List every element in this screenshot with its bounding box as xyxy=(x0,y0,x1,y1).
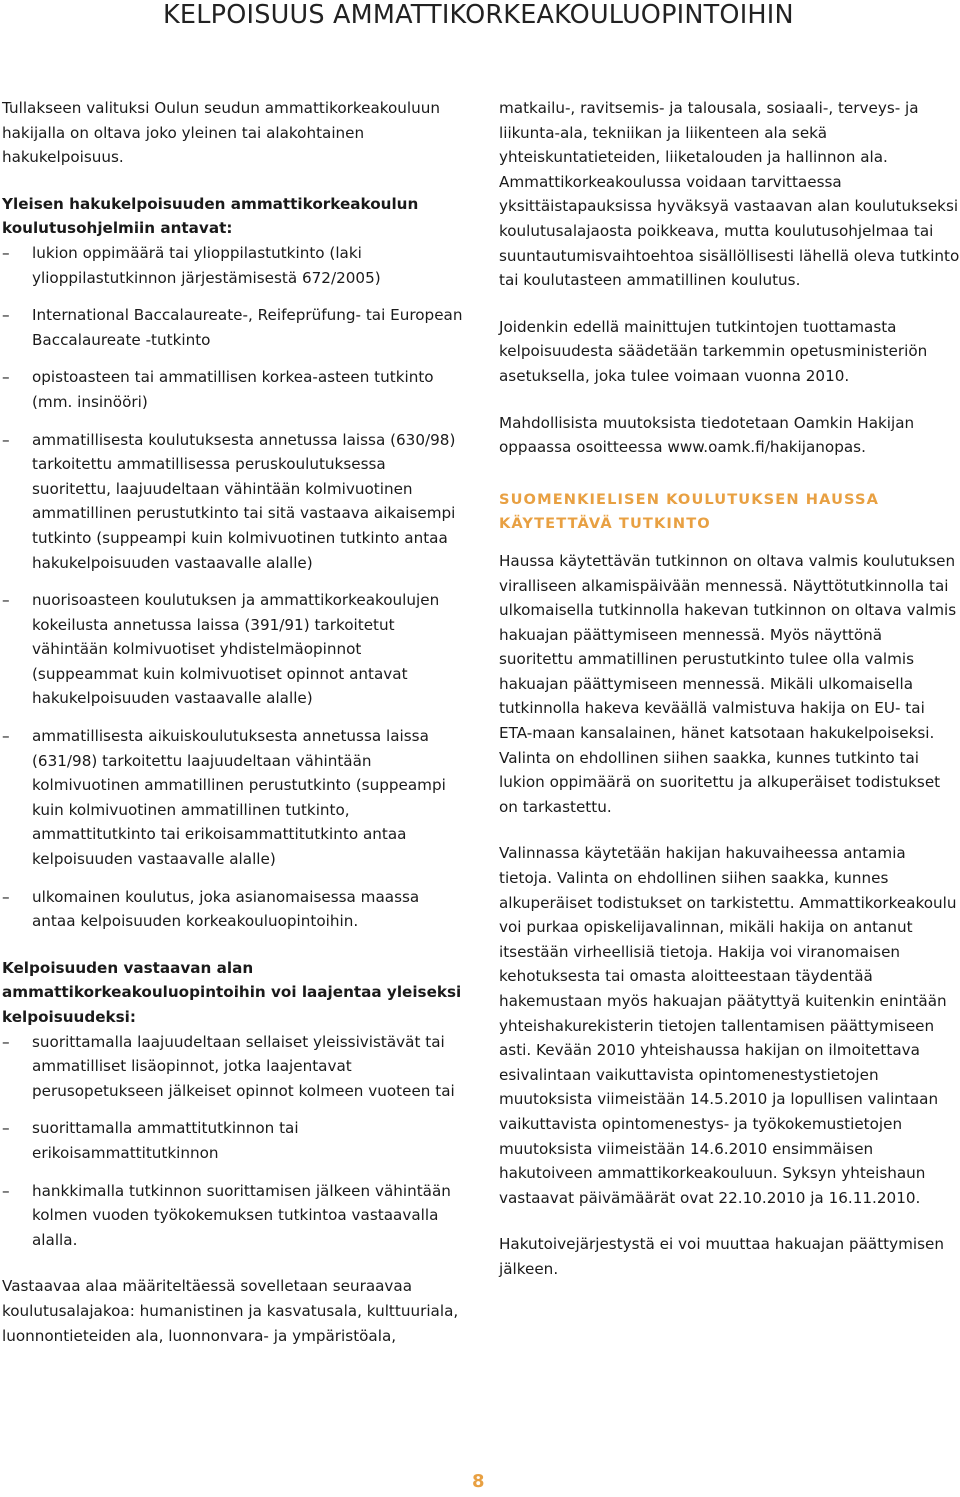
dash-bullet-icon: – xyxy=(2,1181,10,1200)
list-item xyxy=(2,885,466,934)
list-item-text: hankkimalla tutkinnon suorittamisen jälkeen vähintään kolmen vuoden työkokemuksen tutkintoa vastaavalla alalla. xyxy=(32,1181,451,1249)
list-item xyxy=(2,241,466,290)
dash-bullet-icon: – xyxy=(2,1032,10,1051)
list-item xyxy=(2,1116,466,1165)
list-item-text: nuorisoasteen koulutuksen ja ammattikorkeakoulujen kokeilusta annetussa laissa (391/91) tarkoitetut vähintään kolmivuotiset yhdistelmäopinnot (suppeammat kuin kolmivuotiset opinnot antavat hakukelpoisuuden vastaavalle alalle) xyxy=(32,591,440,708)
dash-bullet-icon: – xyxy=(2,1119,10,1138)
page-title: KELPOISUUS AMMATTIKORKEAKOULUOPINTOIHIN xyxy=(163,0,794,30)
list-item xyxy=(2,724,466,872)
section-heading: SUOMENKIELISEN KOULUTUKSEN HAUSSA KÄYTETTÄVÄ TUTKINTO xyxy=(499,490,879,533)
dash-bullet-icon: – xyxy=(2,243,10,262)
general-eligibility-list xyxy=(2,241,466,934)
list-item-text: ulkomainen koulutus, joka asianomaisessa maassa antaa kelpoisuuden korkeakouluopintoihin. xyxy=(32,887,420,931)
dash-bullet-icon: – xyxy=(2,430,10,449)
dash-bullet-icon: – xyxy=(2,591,10,610)
right-column xyxy=(499,96,960,1304)
dash-bullet-icon: – xyxy=(2,306,10,325)
section-paragraph-1: Haussa käytettävän tutkinnon on oltava valmis koulutuksen viralliseen alkamispäivään mennessä. Näyttötutkinnolla tai ulkomaisella tutkinnolla hakevan tutkinnon on oltava valmis hakuajan päättymiseen mennessä. Myös näyttönä suoritettu ammatillinen perustutkinto tulee olla valmis hakuajan päättymiseen mennessä. Mikäli ulkomaisella tutkinnolla hakeva keväällä valmistuva hakija on EU- tai ETA-maan kansalainen, hänet katsotaan hakukelpoiseksi. Valinta on ehdollinen siihen saakka, kunnes tutkinto tai lukion oppimäärä on suoritettu ja alkuperäiset todistukset on tarkastettu. xyxy=(499,551,957,816)
closing-paragraph: Vastaavaa alaa määriteltäessä sovelletaan seuraavaa koulutusalajakoa: humanistinen ja kasvatusala, kulttuuriala, luonnontieteiden ala, luonnonvara- ja ympäristöala, xyxy=(2,1277,459,1345)
dash-bullet-icon: – xyxy=(2,727,10,746)
regulation-paragraph: Joidenkin edellä mainittujen tutkintojen tuottamasta kelpoisuudesta säädetään tarkemmin opetusministeriön asetuksella, joka tulee voimaan vuonna 2010. xyxy=(499,317,928,385)
list-item-text: suorittamalla laajuudeltaan sellaiset yleissivistävät tai ammatilliset lisäopinnot, jotka laajentavat perusopetukseen jälkeiset opinnot kolmeen vuoteen tai xyxy=(32,1032,455,1100)
section-paragraph-3: Hakutoivejärjestystä ei voi muuttaa hakuajan päättymisen jälkeen. xyxy=(499,1235,945,1278)
list-item xyxy=(2,588,466,711)
list-item xyxy=(2,1030,466,1104)
list-item-text: ammatillisesta koulutuksesta annetussa laissa (630/98) tarkoitettu ammatillisessa peruskoulutuksessa suoritettu, laajuudeltaan vähintään kolmivuotinen ammatillinen perustutkinto tai sitä vastaava aikaisempi tutkinto (suppeampi kuin kolmivuotinen tutkinto antaa hakukelpoisuuden vastaavalle alalle) xyxy=(32,430,456,572)
list-item xyxy=(2,365,466,414)
general-eligibility-heading: Yleisen hakukelpoisuuden ammattikorkeakoulun koulutusohjelmiin antavat: xyxy=(2,194,419,238)
list-item-text: suorittamalla ammattitutkinnon tai erikoisammattitutkinnon xyxy=(32,1119,299,1162)
intro-paragraph: Tullakseen valituksi Oulun seudun ammattikorkeakouluun hakijalla on oltava joko yleinen tai alakohtainen hakukelpoisuus. xyxy=(2,99,441,167)
list-item-text: lukion oppimäärä tai ylioppilastutkinto (laki ylioppilastutkinnon järjestämisestä 672/2005) xyxy=(32,243,381,287)
list-item-text: International Baccalaureate-, Reifeprüfung- tai European Baccalaureate -tutkinto xyxy=(32,306,463,349)
list-item xyxy=(2,303,466,352)
page-number: 8 xyxy=(472,1471,485,1492)
dash-bullet-icon: – xyxy=(2,887,10,906)
list-item-text: opistoasteen tai ammatillisen korkea-asteen tutkinto (mm. insinööri) xyxy=(32,368,434,411)
list-item-text: ammatillisesta aikuiskoulutuksesta annetussa laissa (631/98) tarkoitettu laajuudeltaan vähintään kolmivuotinen ammatillinen perustutkinto (suppeampi kuin kolmivuotinen ammatillinen tutkinto, ammattitutkinto tai erikoisammattitutkinto antaa kelpoisuuden vastaavalle alalle) xyxy=(32,727,446,869)
extend-eligibility-heading: Kelpoisuuden vastaavan alan ammattikorkeakouluopintoihin voi laajentaa yleiseksi kelpoisuudeksi: xyxy=(2,958,462,1026)
info-paragraph: Mahdollisista muutoksista tiedotetaan Oamkin Hakijan oppaassa osoitteessa www.oamk.fi/hakijanopas. xyxy=(499,413,915,457)
left-column xyxy=(2,96,466,1370)
list-item xyxy=(2,1179,466,1253)
extend-eligibility-list xyxy=(2,1030,466,1253)
section-paragraph-2: Valinnassa käytetään hakijan hakuvaiheessa antamia tietoja. Valinta on ehdollinen siihen saakka, kunnes alkuperäiset todistukset on tarkistettu. Ammattikorkeakoulu voi purkaa opiskelijavalinnan, mikäli hakija on antanut itsestään virheellisiä tietoja. Hakija voi viranomaisen kehotuksesta tai omasta aloitteestaan täydentää hakemustaan myös hakuajan päätyttyä kuitenkin enintään yhteishakurekisterin tietojen tallentamisen päättymiseen asti. Kevään 2010 yhteishaussa hakijan on ilmoitettava esivalintaan vaikuttavista opintomenestystietojen muutoksista viimeistään 14.5.2010 ja lopullisen valintaan vaikuttavista opintomenestys- ja työkokemustietojen muutoksista viimeistään 14.6.2010 ensimmäisen hakutoiveen ammattikorkeakouluun. Syksyn yhteishaun vastaavat päivämäärät ovat 22.10.2010 ja 16.11.2010. xyxy=(499,844,957,1207)
continuation-paragraph: matkailu-, ravitsemis- ja talousala, sosiaali-, terveys- ja liikunta-ala, tekniikan ja liikenteen ala sekä yhteiskuntatieteiden, liiketalouden ja hallinnon ala. Ammattikorkeakoulussa voidaan tarvittaessa yksittäistapauksissa hyväksyä vastaavan alan koulutukseksi koulutusalajaosta poikkeava, mutta koulutusohjelmaa tai suuntautumisvaihtoehtoa sisällöllisesti lähellä oleva tutkinto tai koulutasteen ammatillinen koulutus. xyxy=(499,99,960,290)
list-item xyxy=(2,428,466,576)
dash-bullet-icon: – xyxy=(2,368,10,387)
